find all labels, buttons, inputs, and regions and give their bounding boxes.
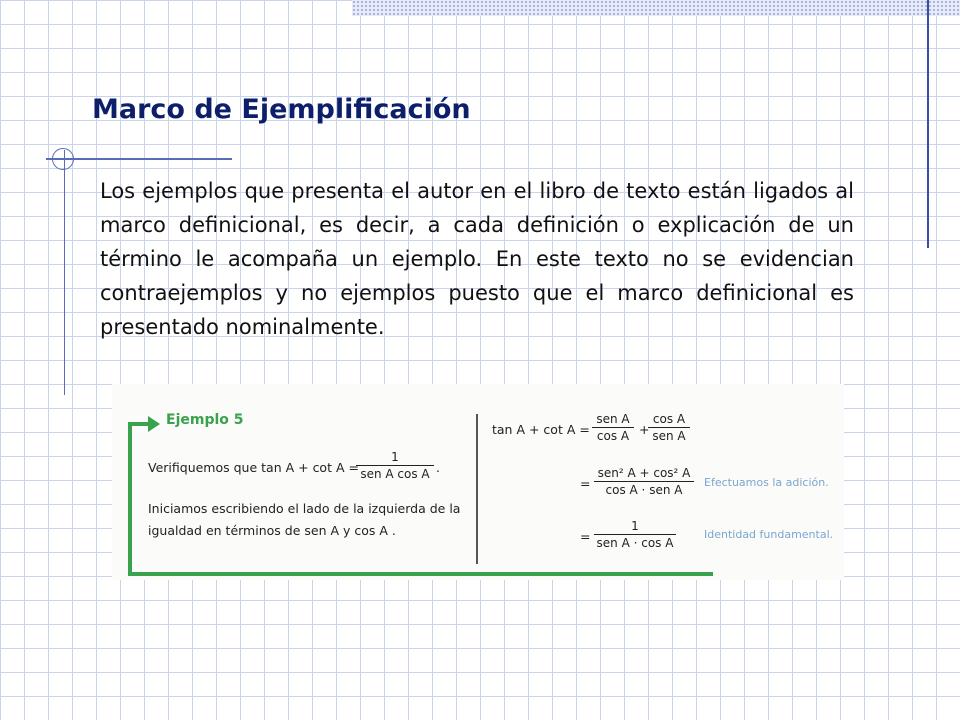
example-frame-left bbox=[128, 422, 132, 576]
step1-fraction-1-denominator: cos A bbox=[596, 429, 630, 443]
step2-fraction-denominator: cos A · sen A bbox=[605, 483, 683, 497]
decorative-vertical-line-right bbox=[927, 0, 929, 248]
step2-note: Efectuamos la adición. bbox=[704, 476, 829, 489]
verify-statement: Verifiquemos que tan A + cot A = bbox=[148, 460, 359, 475]
step3-fraction bbox=[594, 519, 676, 550]
step1-fraction-2-numerator: cos A bbox=[648, 412, 690, 428]
step3-fraction-denominator: sen A · cos A bbox=[596, 536, 674, 550]
decorative-vertical-line-left bbox=[64, 150, 65, 395]
step2-fraction-numerator: sen² A + cos² A bbox=[594, 466, 694, 482]
slide-title: Marco de Ejemplificación bbox=[92, 94, 471, 125]
step3-note: Identidad fundamental. bbox=[704, 528, 834, 541]
explanation-line-2: igualdad en términos de sen A y cos A . bbox=[148, 523, 396, 538]
step1-fraction-1-numerator: sen A bbox=[592, 412, 634, 428]
step2-fraction bbox=[594, 466, 694, 497]
textbook-example-image bbox=[112, 384, 844, 580]
arrow-right-icon bbox=[148, 416, 160, 432]
decorative-dotted-band bbox=[352, 0, 960, 16]
step3-equals: = bbox=[580, 529, 591, 544]
example-heading: Ejemplo 5 bbox=[166, 412, 244, 428]
verify-fraction-denominator: sen A cos A bbox=[360, 467, 430, 481]
verify-fraction-numerator: 1 bbox=[356, 450, 434, 466]
verify-fraction bbox=[356, 450, 434, 481]
verify-period: . bbox=[436, 460, 440, 475]
column-divider bbox=[476, 414, 478, 564]
step1-fraction-2-denominator: sen A bbox=[652, 429, 686, 443]
step1-fraction-1 bbox=[592, 412, 634, 443]
step1-plus: + bbox=[639, 422, 650, 437]
step1-lhs: tan A + cot A = bbox=[492, 422, 590, 437]
decorative-circle bbox=[52, 148, 74, 170]
example-frame-top bbox=[128, 422, 150, 426]
step3-fraction-numerator: 1 bbox=[594, 519, 676, 535]
step2-equals: = bbox=[580, 476, 591, 491]
explanation-line-1: Iniciamos escribiendo el lado de la izquierda de la bbox=[148, 501, 461, 516]
slide-paragraph: Los ejemplos que presenta el autor en el libro de texto están ligados al marco definicional, es decir, a cada definición o explicación de un término le acompaña un ejemplo. En este texto no se evidencian contraejemplos y no ejemplos puesto que el marco definicional es presentado nominalmente. bbox=[100, 179, 854, 339]
step1-fraction-2 bbox=[648, 412, 690, 443]
example-frame-bottom bbox=[128, 572, 713, 576]
